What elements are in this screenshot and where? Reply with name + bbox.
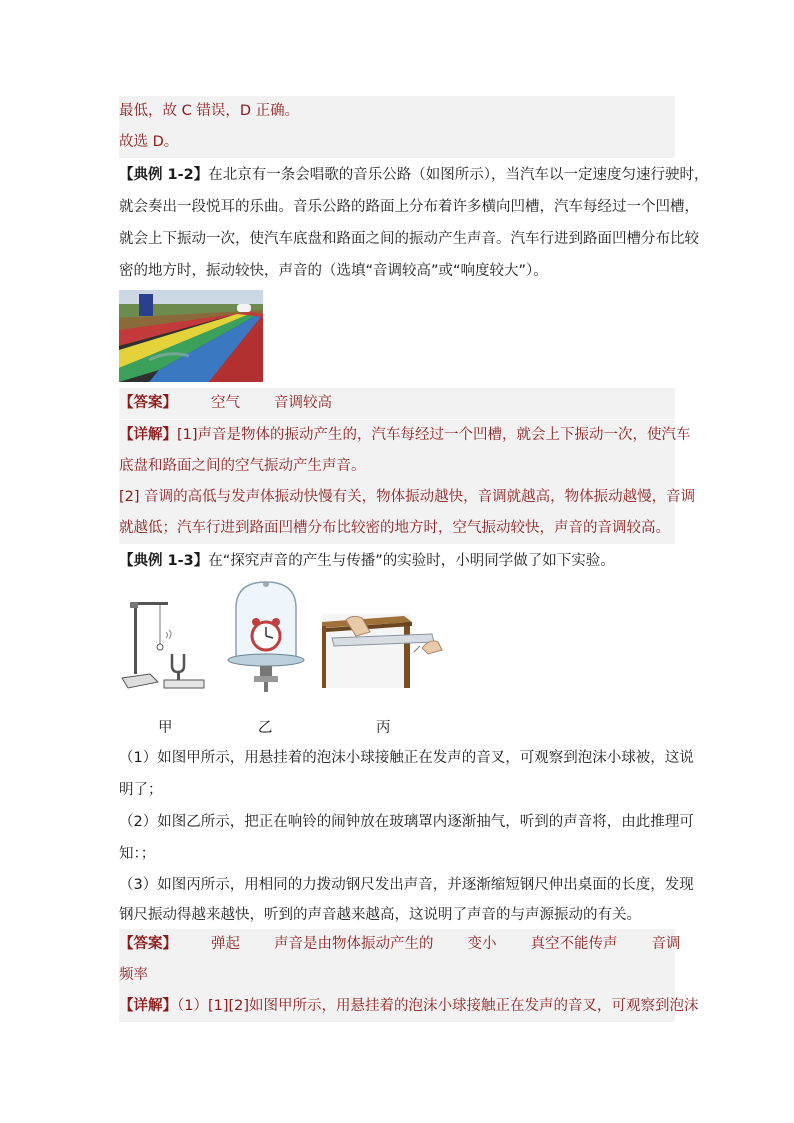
detail-1-2-line-2: 底盘和路面之间的空气振动产生声音。: [119, 451, 675, 482]
detail-1-2-line-3: [2] 音调的高低与发声体振动快慢有关，物体振动越快，音调就越高，物体振动越慢，音调: [119, 482, 675, 513]
detail-1-3-line-1: 【详解】（1）[1][2]如图甲所示，用悬挂着的泡沫小球接触正在发声的音叉，可观察到泡沫: [119, 991, 675, 1022]
caption-b: 乙: [258, 720, 273, 736]
question-2-line-1: （2）如图乙所示，把正在响铃的闹钟放在玻璃罩内逐渐抽气，听到的声音将，由此推理可: [119, 814, 694, 830]
example-1-2-line-1: 【典例 1-2】在北京有一条会唱歌的音乐公路（如图所示），当汽车以一定速度匀速行驶时，: [119, 167, 709, 183]
example-1-2-line-2: 就会奏出一段悦耳的乐曲。音乐公路的路面上分布着许多横向凹槽，汽车每经过一个凹槽，: [119, 199, 699, 215]
detail-1-2-line-4: 就越低；汽车行进到路面凹槽分布比较密的地方时，空气振动较快，声音的音调较高。: [119, 513, 675, 544]
prev-answer-line-1: 最低，故 C 错误，D 正确。: [119, 96, 675, 127]
answer-1-2: 【答案】 空气 音调较高: [119, 388, 675, 419]
caption-c: 丙: [376, 720, 391, 736]
question-3-line-2: 钢尺振动得越来越快，听到的声音越来越高，这说明了声音的与声源振动的有关。: [119, 907, 641, 923]
answer-1-3-line-2: 频率: [119, 960, 675, 991]
caption-a: 甲: [158, 720, 173, 736]
example-1-2-line-3: 就会上下振动一次，使汽车底盘和路面之间的振动产生声音。汽车行进到路面凹槽分布比较: [119, 231, 699, 247]
detail-1-2-line-1: 【详解】[1]声音是物体的振动产生的，汽车每经过一个凹槽，就会上下振动一次，使汽车: [119, 420, 675, 451]
question-1-line-2: 明了；: [119, 782, 163, 798]
figure-a-tuning-fork: [120, 596, 210, 692]
example-1-2-line-4: 密的地方时，振动较快，声音的（选填“音调较高”或“响度较大”）。: [119, 263, 548, 279]
example-1-3-line-1: 【典例 1-3】在“探究声音的产生与传播”的实验时，小明同学做了如下实验。: [119, 553, 615, 569]
figure-b-bell-jar: [226, 578, 306, 696]
answer-1-3-line-1: 【答案】 弹起 声音是由物体振动产生的 变小 真空不能传声 音调: [119, 929, 675, 960]
figure-c-ruler-table: [322, 608, 450, 688]
question-2-line-2: 知：；: [119, 846, 156, 862]
prev-answer-line-2: 故选 D。: [119, 127, 675, 158]
example-tag: 【典例 1-2】: [119, 167, 209, 183]
question-3-line-1: （3）如图丙所示，用相同的力拨动钢尺发出声音，并逐渐缩短钢尺伸出桌面的长度，发现: [119, 877, 694, 893]
music-road-photo: [119, 290, 263, 382]
question-1-line-1: （1）如图甲所示，用悬挂着的泡沫小球接触正在发声的音叉，可观察到泡沫小球被，这说: [119, 750, 694, 766]
